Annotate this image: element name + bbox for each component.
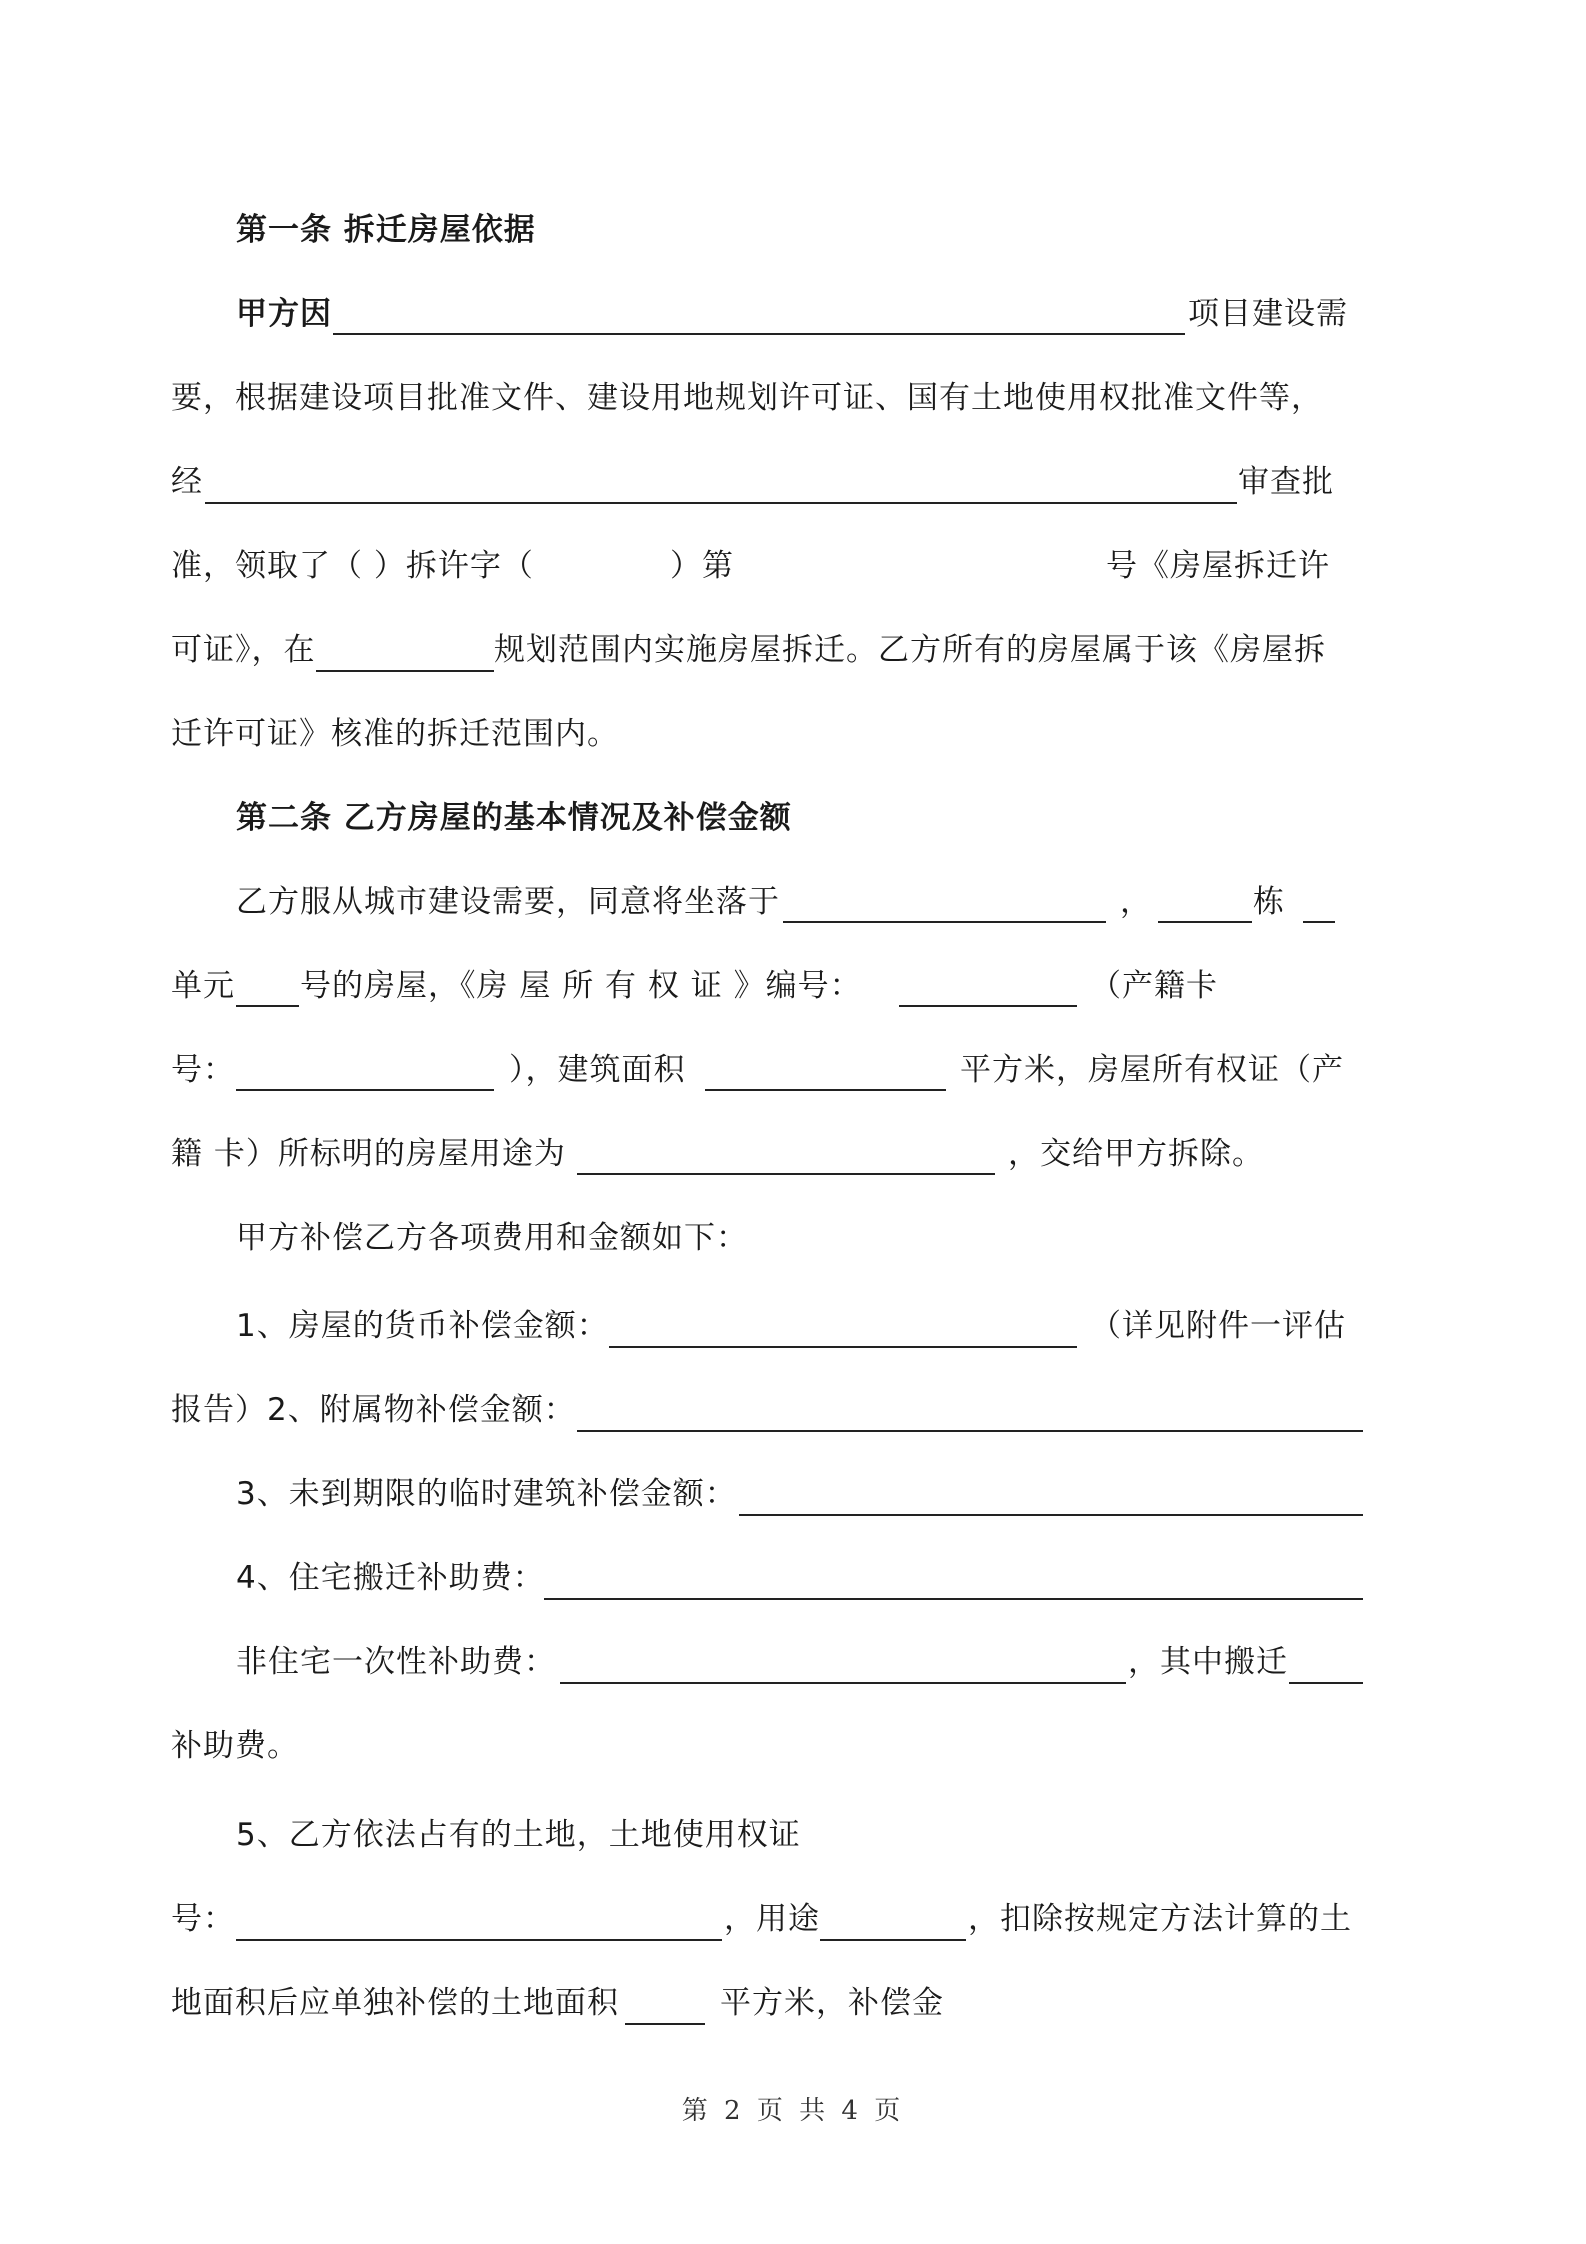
text: ），建筑面积 [509,1052,686,1088]
blank-residential-relocation[interactable] [544,1598,1363,1600]
text: ）第 [670,548,734,584]
text: ，交给甲方拆除。 [1008,1136,1264,1172]
text: 报告）2、附属物补偿金额： [171,1392,576,1428]
text: 甲方因 [236,296,332,332]
blank-project[interactable] [333,333,1185,335]
text: （产籍卡 [1090,968,1218,1004]
blank-building[interactable] [1158,921,1252,923]
blank-usage[interactable] [577,1173,995,1175]
article2-heading: 第二条 乙方房屋的基本情况及补偿金额 [236,800,792,836]
text: 经 [171,464,203,500]
article1-heading: 第一条 拆迁房屋依据 [236,212,536,248]
blank-land-area[interactable] [625,2023,705,2025]
text: 规划范围内实施房屋拆迁。乙方所有的房屋属于该《房屋拆 [494,632,1326,668]
blank-certificate-no[interactable] [899,1005,1077,1007]
blank-temporary-building[interactable] [739,1514,1363,1516]
blank-building-2[interactable] [1303,921,1335,923]
text: 籍 卡）所标明的房屋用途为 [171,1136,566,1172]
blank-monetary-compensation[interactable] [609,1346,1077,1348]
blank-location[interactable] [783,921,1106,923]
text: ，扣除按规定方法计算的土 [968,1901,1352,1937]
blank-attachment-compensation[interactable] [577,1430,1363,1432]
blank-unit[interactable] [236,1005,299,1007]
text: 1、房屋的货币补偿金额： [236,1308,609,1344]
text: 单元 [171,968,235,1004]
text: 可证》，在 [171,632,316,668]
blank-approval-authority[interactable] [205,502,1237,504]
text: 4、住宅搬迁补助费： [236,1560,545,1596]
blank-card-no[interactable] [236,1089,494,1091]
blank-planning-area[interactable] [316,670,494,672]
text: ，用途 [724,1901,820,1937]
text: 平方米，补偿金 [720,1985,944,2021]
text: 甲方补偿乙方各项费用和金额如下： [236,1220,748,1256]
text: 项目建设需 [1188,296,1348,332]
text: ， [1120,884,1152,920]
text: 号： [171,1052,235,1088]
page-number: 第 2 页 共 4 页 [681,2096,905,2126]
text: 号《房屋拆迁许 [1106,548,1330,584]
text: 栋 [1253,884,1285,920]
text: （详见附件一评估 [1090,1308,1346,1344]
text: 准，领取了（ ）拆许字（ [171,548,534,584]
blank-floor-area[interactable] [705,1089,946,1091]
blank-nonresidential-subsidy[interactable] [560,1682,1126,1684]
text: 号： [171,1901,235,1937]
text: 3、未到期限的临时建筑补偿金额： [236,1476,737,1512]
blank-land-certificate[interactable] [236,1939,722,1941]
text: 5、乙方依法占有的土地，土地使用权证 [236,1817,801,1853]
text: 审查批 [1238,464,1334,500]
text: 平方米，房屋所有权证（产 [960,1052,1344,1088]
text: 迁许可证》核准的拆迁范围内。 [171,716,619,752]
blank-relocation-subsidy[interactable] [1289,1682,1363,1684]
text: 号的房屋，《房 屋 所 有 权 证 》编号： [300,968,862,1004]
text: 要，根据建设项目批准文件、建设用地规划许可证、国有土地使用权批准文件等， [171,380,1323,416]
text: 补助费。 [171,1728,299,1764]
text: 地面积后应单独补偿的土地面积 [171,1985,619,2021]
blank-land-usage[interactable] [820,1939,966,1941]
text: ，其中搬迁 [1128,1644,1288,1680]
text: 乙方服从城市建设需要，同意将坐落于 [236,884,780,920]
text: 非住宅一次性补助费： [236,1644,556,1680]
